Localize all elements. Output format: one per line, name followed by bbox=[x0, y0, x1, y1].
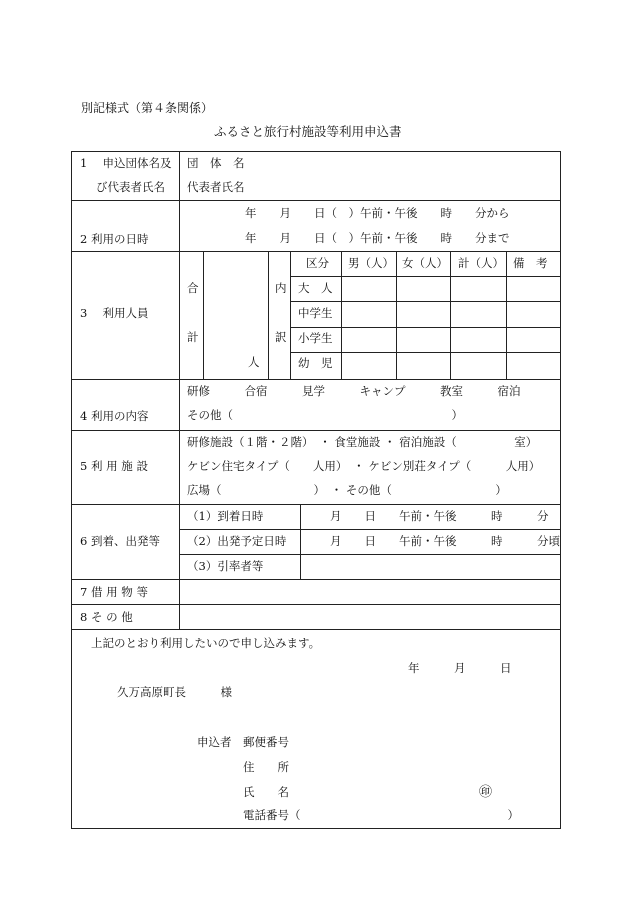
total-label-bottom: 計 bbox=[187, 330, 199, 344]
leader-label: （3）引率者等 bbox=[187, 559, 264, 573]
row-3-label: 3 利用人員 bbox=[80, 306, 149, 320]
row-8-label: 8 そ の 他 bbox=[80, 610, 133, 624]
phone-label: 電話番号（ ） bbox=[243, 808, 519, 822]
row-5-label: 5 利 用 施 設 bbox=[80, 459, 148, 473]
representative-name-label: 代表者氏名 bbox=[187, 180, 245, 194]
facility-line-2: ケビン住宅タイプ（ 人用） ・ ケビン別荘タイプ（ 人用） bbox=[187, 459, 541, 473]
application-date: 年 月 日 bbox=[408, 661, 512, 675]
addressee: 久万高原町長 様 bbox=[117, 685, 232, 699]
header-total: 計（人） bbox=[458, 256, 504, 270]
applicant-label: 申込者 bbox=[197, 735, 232, 749]
row-1-label: 1 申込団体名及 bbox=[80, 156, 172, 170]
postal-code-label: 郵便番号 bbox=[243, 735, 289, 749]
form-title: ふるさと旅行村施設等利用申込書 bbox=[214, 124, 402, 139]
row-6-label: 6 到着、出発等 bbox=[80, 534, 160, 548]
row-7-label: 7 借 用 物 等 bbox=[80, 585, 148, 599]
name-label: 氏 名 bbox=[243, 785, 289, 799]
departure-label: （2）出発予定日時 bbox=[187, 534, 287, 548]
row-4-label: 4 利用の内容 bbox=[80, 409, 149, 423]
row-2-label: 2 利用の日時 bbox=[80, 232, 149, 246]
arrival-label: （1）到着日時 bbox=[187, 509, 264, 523]
category-elementary: 小学生 bbox=[298, 331, 333, 345]
category-junior-high: 中学生 bbox=[298, 306, 333, 320]
departure-datetime: 月 日 午前・午後 時 分頃 bbox=[330, 534, 560, 548]
facility-line-1: 研修施設（１階・２階） ・ 食堂施設 ・ 宿泊施設（ 室） bbox=[187, 435, 538, 449]
row-1-label-cont: び代表者氏名 bbox=[96, 180, 165, 194]
category-infant: 幼 児 bbox=[298, 356, 333, 370]
arrival-datetime: 月 日 午前・午後 時 分 bbox=[330, 509, 549, 523]
date-to-line: 年 月 日（ ）午前・午後 時 分まで bbox=[245, 231, 510, 245]
header-category: 区分 bbox=[306, 256, 329, 270]
usage-options: 研修 合宿 見学 キャンプ 教室 宿泊 bbox=[187, 384, 521, 398]
group-name-label: 団 体 名 bbox=[187, 156, 245, 170]
header-female: 女（人） bbox=[402, 256, 448, 270]
style-note: 別記様式（第４条関係） bbox=[81, 101, 214, 115]
application-statement: 上記のとおり利用したいので申し込みます。 bbox=[91, 636, 321, 650]
breakdown-label-top: 内 bbox=[275, 281, 287, 295]
breakdown-label-bottom: 訳 bbox=[275, 330, 287, 344]
seal-mark: ㊞ bbox=[479, 785, 493, 800]
facility-line-3: 広場（ ） ・ その他（ ） bbox=[187, 483, 507, 497]
header-remarks: 備 考 bbox=[513, 256, 548, 270]
person-unit: 人 bbox=[248, 355, 260, 369]
address-label: 住 所 bbox=[243, 760, 289, 774]
header-male: 男（人） bbox=[348, 256, 394, 270]
total-label-top: 合 bbox=[187, 281, 199, 295]
date-from-line: 年 月 日（ ）午前・午後 時 分から bbox=[245, 206, 510, 220]
category-adult: 大 人 bbox=[298, 281, 333, 295]
usage-other: その他（ ） bbox=[187, 408, 463, 422]
